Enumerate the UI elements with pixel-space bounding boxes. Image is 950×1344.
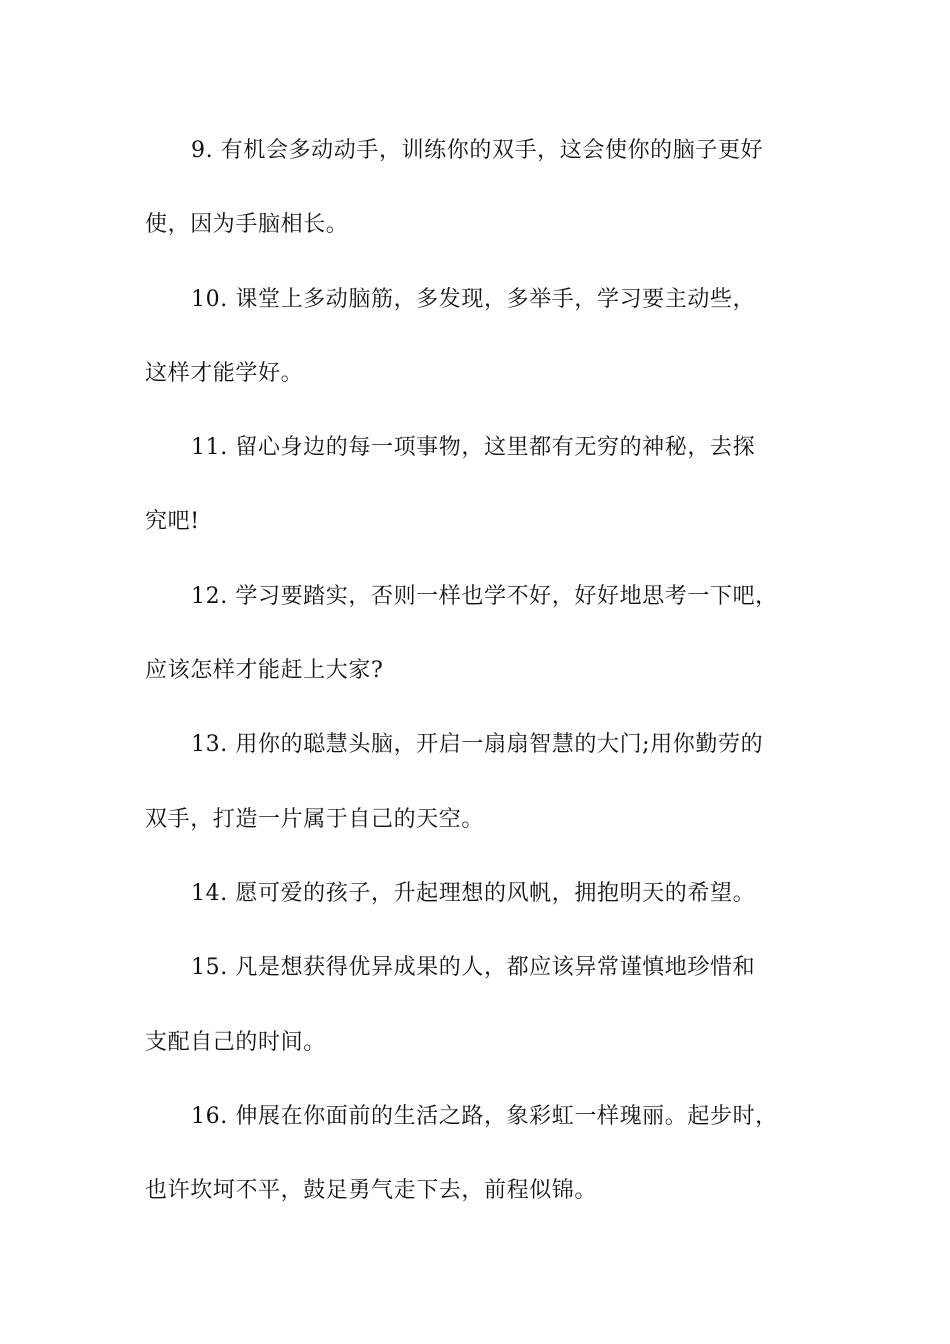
paragraph-14-line-1: 14. 愿可爱的孩子，升起理想的风帆，拥抱明天的希望。 [191, 880, 756, 906]
paragraph-11-line-1: 11. 留心身边的每一项事物，这里都有无穷的神秘，去探 [191, 435, 756, 461]
paragraph-12-line-2: 应该怎样才能赶上大家? [145, 658, 384, 684]
paragraph-9-line-1: 9. 有机会多动动手，训练你的双手，这会使你的脑子更好 [191, 138, 764, 163]
paragraph-12-line-1: 12. 学习要踏实，否则一样也学不好，好好地思考一下吧， [191, 583, 778, 609]
paragraph-9-line-2: 使，因为手脑相长。 [145, 212, 349, 238]
paragraph-15-line-2: 支配自己的时间。 [145, 1029, 326, 1055]
paragraph-13-line-1: 13. 用你的聪慧头脑，开启一扇扇智慧的大门;用你勤劳的 [191, 732, 764, 758]
paragraph-10-line-1: 10. 课堂上多动脑筋，多发现，多举手，学习要主动些， [191, 286, 756, 312]
document-body [145, 127, 810, 1241]
paragraph-10-line-2: 这样才能学好。 [145, 360, 304, 386]
paragraph-16-line-1: 16. 伸展在你面前的生活之路，象彩虹一样瑰丽。起步时， [191, 1103, 778, 1129]
paragraph-11-line-2: 究吧! [145, 509, 200, 535]
paragraph-15-line-1: 15. 凡是想获得优异成果的人，都应该异常谨慎地珍惜和 [191, 955, 756, 981]
paragraph-13-line-2: 双手，打造一片属于自己的天空。 [145, 806, 485, 832]
paragraph-16-line-2: 也许坎坷不平，鼓足勇气走下去，前程似锦。 [145, 1178, 598, 1204]
